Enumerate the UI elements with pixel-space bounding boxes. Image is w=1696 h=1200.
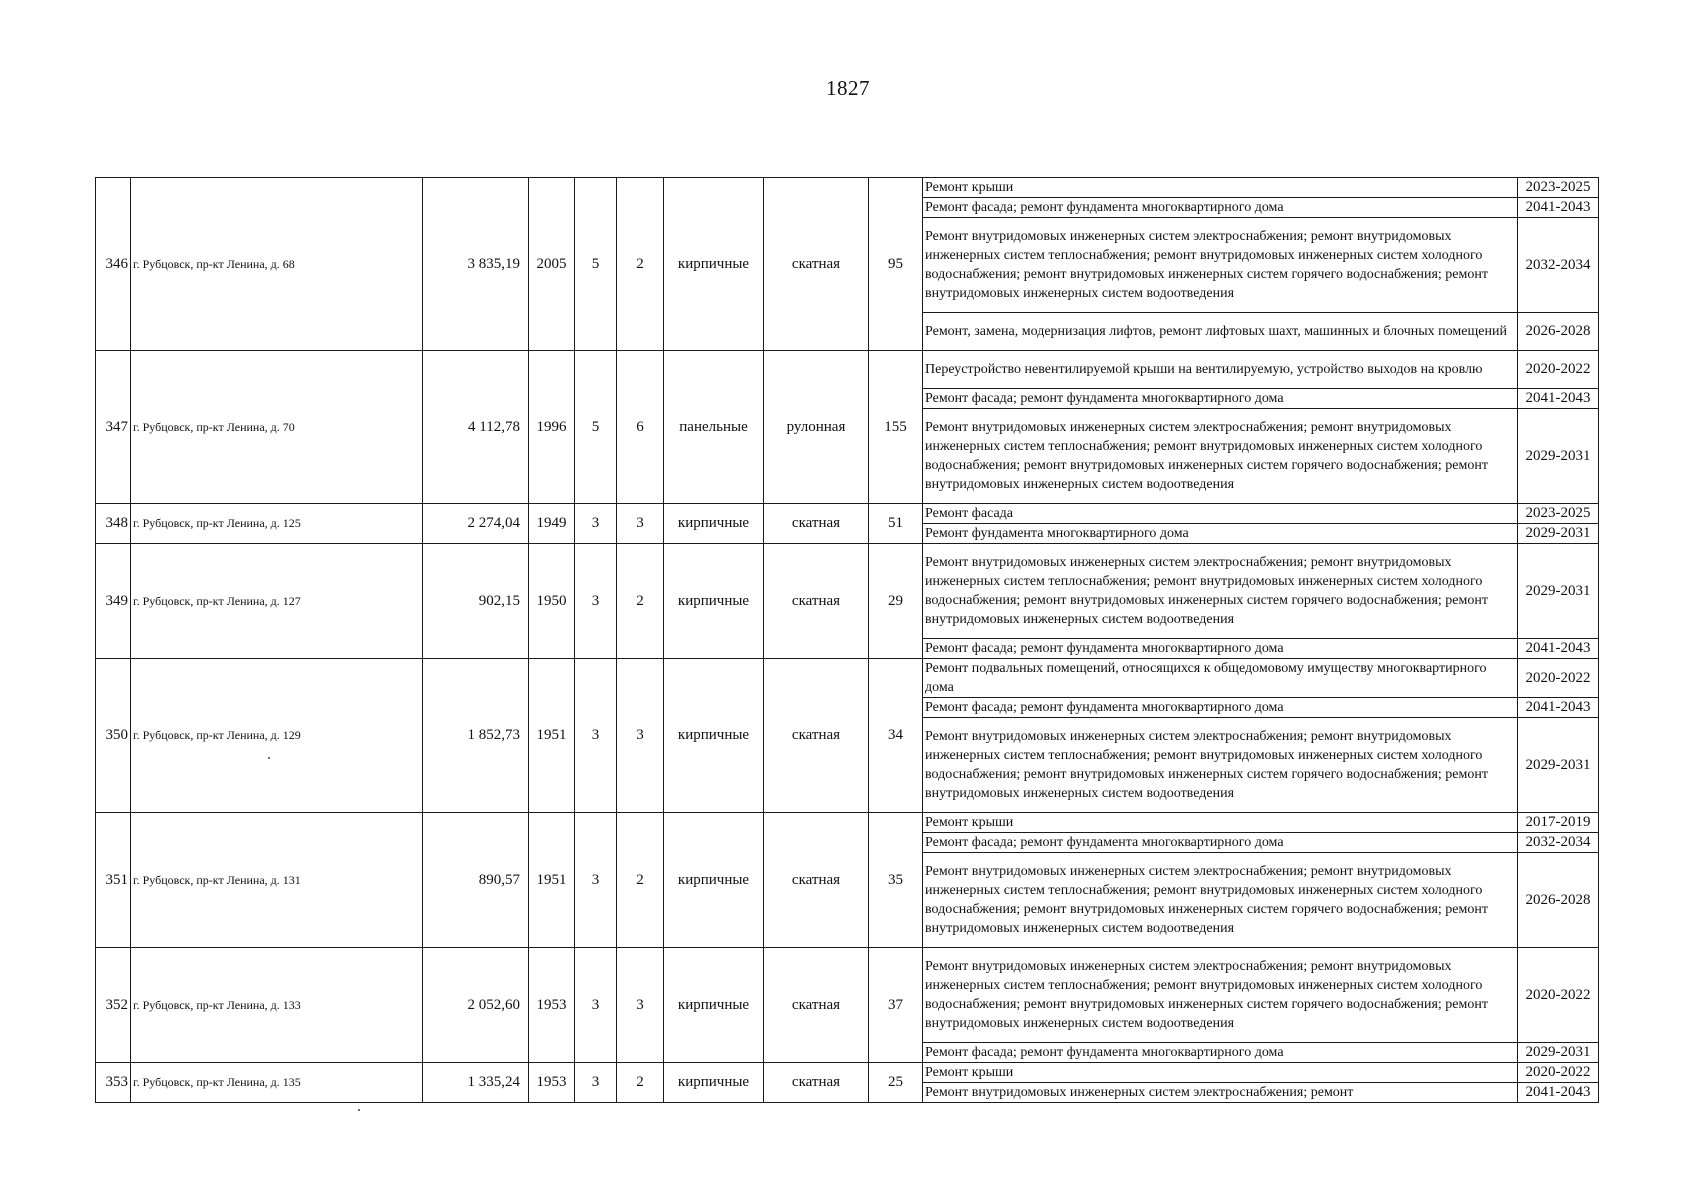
work-type: Ремонт фасада; ремонт фундамента многоквартирного дома xyxy=(923,833,1518,853)
house-wall-material: панельные xyxy=(664,351,764,504)
work-period: 2020-2022 xyxy=(1518,351,1599,389)
house-address: г. Рубцовск, пр-кт Ленина, д. 133 xyxy=(131,948,423,1063)
work-type: Ремонт внутридомовых инженерных систем электроснабжения; ремонт внутридомовых инженерных систем теплоснабжения; ремонт внутридомовых инженерных систем холодного водоснабжения; ремонт внутридомовых инженерных систем горячего водоснабжения; ремонт внутридомовых инженерных систем водоотведения xyxy=(923,544,1518,639)
table-row xyxy=(96,813,1599,833)
house-address: г. Рубцовск, пр-кт Ленина, д. 125 xyxy=(131,504,423,544)
house-roof-type: скатная xyxy=(764,659,869,813)
work-period: 2023-2025 xyxy=(1518,178,1599,198)
house-area: 4 112,78 xyxy=(423,351,529,504)
scan-speck xyxy=(358,1109,360,1111)
work-period: 2017-2019 xyxy=(1518,813,1599,833)
work-type: Ремонт крыши xyxy=(923,1063,1518,1083)
work-type: Ремонт фасада; ремонт фундамента многоквартирного дома xyxy=(923,1043,1518,1063)
house-entrances: 2 xyxy=(617,1063,664,1103)
house-area: 902,15 xyxy=(423,544,529,659)
work-type: Ремонт, замена, модернизация лифтов, ремонт лифтовых шахт, машинных и блочных помещений xyxy=(923,313,1518,351)
table-row xyxy=(96,351,1599,389)
table-row xyxy=(96,504,1599,524)
house-floors: 3 xyxy=(575,544,617,659)
house-number: 346 xyxy=(96,178,131,351)
work-period: 2020-2022 xyxy=(1518,659,1599,698)
house-roof-type: скатная xyxy=(764,504,869,544)
house-number: 351 xyxy=(96,813,131,948)
house-residents: 35 xyxy=(869,813,923,948)
house-floors: 5 xyxy=(575,178,617,351)
house-address: г. Рубцовск, пр-кт Ленина, д. 68 xyxy=(131,178,423,351)
house-year: 1951 xyxy=(529,659,575,813)
house-floors: 3 xyxy=(575,813,617,948)
house-area: 3 835,19 xyxy=(423,178,529,351)
house-entrances: 6 xyxy=(617,351,664,504)
house-area: 1 852,73 xyxy=(423,659,529,813)
house-year: 1950 xyxy=(529,544,575,659)
house-year: 1951 xyxy=(529,813,575,948)
house-number: 349 xyxy=(96,544,131,659)
house-roof-type: скатная xyxy=(764,1063,869,1103)
house-address: г. Рубцовск, пр-кт Ленина, д. 131 xyxy=(131,813,423,948)
house-floors: 5 xyxy=(575,351,617,504)
work-type: Ремонт крыши xyxy=(923,178,1518,198)
work-period: 2026-2028 xyxy=(1518,313,1599,351)
work-period: 2029-2031 xyxy=(1518,409,1599,504)
work-period: 2029-2031 xyxy=(1518,718,1599,813)
capital-repair-table xyxy=(95,177,1599,1103)
work-period: 2041-2043 xyxy=(1518,389,1599,409)
work-period: 2029-2031 xyxy=(1518,524,1599,544)
house-residents: 51 xyxy=(869,504,923,544)
work-type: Ремонт фундамента многоквартирного дома xyxy=(923,524,1518,544)
house-floors: 3 xyxy=(575,504,617,544)
work-type: Ремонт подвальных помещений, относящихся к общедомовому имуществу многоквартирного дома xyxy=(923,659,1518,698)
work-period: 2020-2022 xyxy=(1518,1063,1599,1083)
house-entrances: 3 xyxy=(617,659,664,813)
house-wall-material: кирпичные xyxy=(664,813,764,948)
work-period: 2023-2025 xyxy=(1518,504,1599,524)
house-roof-type: скатная xyxy=(764,544,869,659)
work-type: Ремонт фасада; ремонт фундамента многоквартирного дома xyxy=(923,198,1518,218)
work-type: Ремонт внутридомовых инженерных систем электроснабжения; ремонт внутридомовых инженерных систем теплоснабжения; ремонт внутридомовых инженерных систем холодного водоснабжения; ремонт внутридомовых инженерных систем горячего водоснабжения; ремонт внутридомовых инженерных систем водоотведения xyxy=(923,218,1518,313)
house-entrances: 2 xyxy=(617,544,664,659)
house-floors: 3 xyxy=(575,659,617,813)
house-number: 353 xyxy=(96,1063,131,1103)
table-body xyxy=(96,178,1599,1103)
house-address: г. Рубцовск, пр-кт Ленина, д. 127 xyxy=(131,544,423,659)
work-period: 2041-2043 xyxy=(1518,198,1599,218)
work-period: 2029-2031 xyxy=(1518,544,1599,639)
house-residents: 29 xyxy=(869,544,923,659)
house-year: 1949 xyxy=(529,504,575,544)
work-type: Ремонт внутридомовых инженерных систем электроснабжения; ремонт внутридомовых инженерных систем теплоснабжения; ремонт внутридомовых инженерных систем холодного водоснабжения; ремонт внутридомовых инженерных систем горячего водоснабжения; ремонт внутридомовых инженерных систем водоотведения xyxy=(923,409,1518,504)
work-period: 2041-2043 xyxy=(1518,1083,1599,1103)
page-number: 1827 xyxy=(826,76,870,100)
table-row xyxy=(96,948,1599,1043)
work-type: Ремонт фасада; ремонт фундамента многоквартирного дома xyxy=(923,698,1518,718)
house-area: 2 052,60 xyxy=(423,948,529,1063)
house-address: г. Рубцовск, пр-кт Ленина, д. 129 xyxy=(131,659,423,813)
house-wall-material: кирпичные xyxy=(664,659,764,813)
table-row xyxy=(96,1063,1599,1083)
house-number: 352 xyxy=(96,948,131,1063)
house-roof-type: скатная xyxy=(764,948,869,1063)
house-entrances: 2 xyxy=(617,178,664,351)
house-roof-type: рулонная xyxy=(764,351,869,504)
house-floors: 3 xyxy=(575,1063,617,1103)
work-type: Ремонт внутридомовых инженерных систем электроснабжения; ремонт внутридомовых инженерных систем теплоснабжения; ремонт внутридомовых инженерных систем холодного водоснабжения; ремонт внутридомовых инженерных систем горячего водоснабжения; ремонт внутридомовых инженерных систем водоотведения xyxy=(923,948,1518,1043)
work-type: Переустройство невентилируемой крыши на вентилируемую, устройство выходов на кровлю xyxy=(923,351,1518,389)
work-type: Ремонт внутридомовых инженерных систем электроснабжения; ремонт xyxy=(923,1083,1518,1103)
work-period: 2041-2043 xyxy=(1518,639,1599,659)
house-wall-material: кирпичные xyxy=(664,1063,764,1103)
work-type: Ремонт внутридомовых инженерных систем электроснабжения; ремонт внутридомовых инженерных систем теплоснабжения; ремонт внутридомовых инженерных систем холодного водоснабжения; ремонт внутридомовых инженерных систем горячего водоснабжения; ремонт внутридомовых инженерных систем водоотведения xyxy=(923,718,1518,813)
house-address: г. Рубцовск, пр-кт Ленина, д. 70 xyxy=(131,351,423,504)
house-entrances: 3 xyxy=(617,504,664,544)
work-period: 2029-2031 xyxy=(1518,1043,1599,1063)
house-entrances: 2 xyxy=(617,813,664,948)
house-roof-type: скатная xyxy=(764,813,869,948)
table-row xyxy=(96,544,1599,639)
house-year: 1996 xyxy=(529,351,575,504)
work-type: Ремонт крыши xyxy=(923,813,1518,833)
work-period: 2026-2028 xyxy=(1518,853,1599,948)
house-address: г. Рубцовск, пр-кт Ленина, д. 135 xyxy=(131,1063,423,1103)
house-year: 1953 xyxy=(529,1063,575,1103)
house-number: 348 xyxy=(96,504,131,544)
house-number: 350 xyxy=(96,659,131,813)
house-residents: 95 xyxy=(869,178,923,351)
house-year: 2005 xyxy=(529,178,575,351)
house-entrances: 3 xyxy=(617,948,664,1063)
house-residents: 37 xyxy=(869,948,923,1063)
house-residents: 25 xyxy=(869,1063,923,1103)
table-row xyxy=(96,178,1599,198)
work-type: Ремонт фасада xyxy=(923,504,1518,524)
house-roof-type: скатная xyxy=(764,178,869,351)
house-year: 1953 xyxy=(529,948,575,1063)
house-number: 347 xyxy=(96,351,131,504)
work-period: 2020-2022 xyxy=(1518,948,1599,1043)
table-row xyxy=(96,659,1599,698)
scan-speck xyxy=(268,757,270,759)
work-period: 2032-2034 xyxy=(1518,218,1599,313)
work-type: Ремонт фасада; ремонт фундамента многоквартирного дома xyxy=(923,389,1518,409)
work-period: 2041-2043 xyxy=(1518,698,1599,718)
work-type: Ремонт внутридомовых инженерных систем электроснабжения; ремонт внутридомовых инженерных систем теплоснабжения; ремонт внутридомовых инженерных систем холодного водоснабжения; ремонт внутридомовых инженерных систем горячего водоснабжения; ремонт внутридомовых инженерных систем водоотведения xyxy=(923,853,1518,948)
house-area: 890,57 xyxy=(423,813,529,948)
house-residents: 34 xyxy=(869,659,923,813)
work-period: 2032-2034 xyxy=(1518,833,1599,853)
house-area: 2 274,04 xyxy=(423,504,529,544)
house-area: 1 335,24 xyxy=(423,1063,529,1103)
house-wall-material: кирпичные xyxy=(664,948,764,1063)
house-wall-material: кирпичные xyxy=(664,544,764,659)
house-wall-material: кирпичные xyxy=(664,504,764,544)
work-type: Ремонт фасада; ремонт фундамента многоквартирного дома xyxy=(923,639,1518,659)
house-wall-material: кирпичные xyxy=(664,178,764,351)
house-residents: 155 xyxy=(869,351,923,504)
house-floors: 3 xyxy=(575,948,617,1063)
